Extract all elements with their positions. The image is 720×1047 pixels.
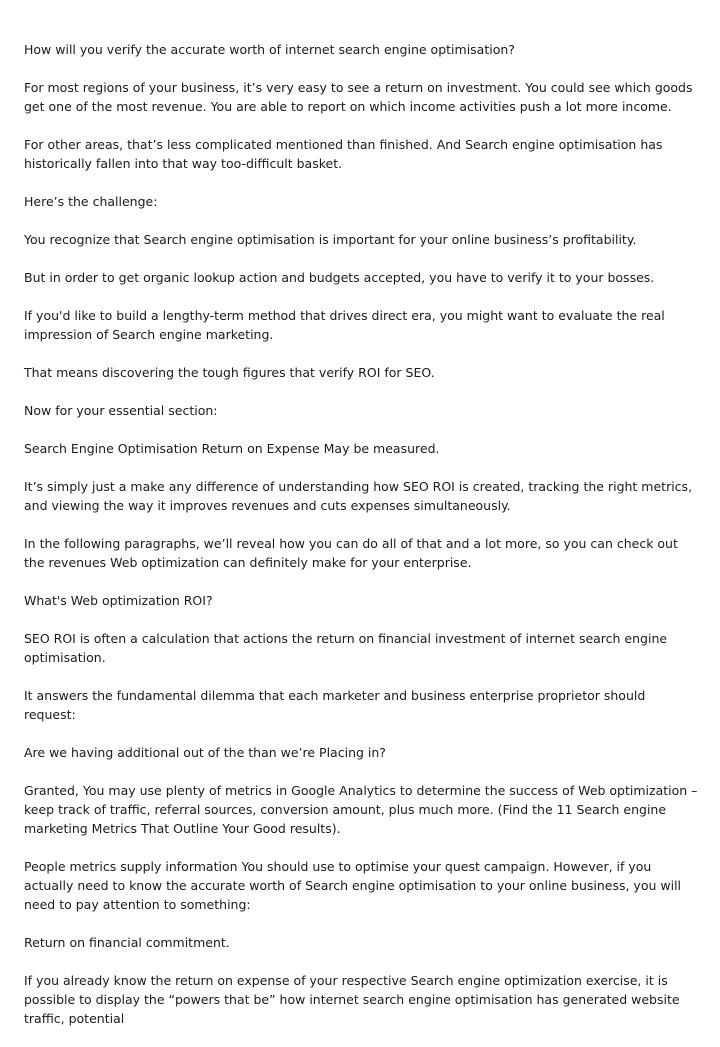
paragraph-19: Return on financial commitment.: [24, 935, 230, 950]
paragraph-11: It’s simply just a make any difference of understanding how SEO ROI is created, tracking the right metrics, and viewing the way it improves revenues and cuts expenses simultaneously.: [24, 479, 693, 513]
paragraph-10: Search Engine Optimisation Return on Expense May be measured.: [24, 441, 440, 456]
paragraph-18: People metrics supply information You should use to optimise your quest campaign. However, if you actually need to know the accurate worth of Search engine optimisation to your online business, you will need to pay attention to something:: [24, 859, 682, 912]
paragraph-15: It answers the fundamental dilemma that each marketer and business enterprise proprietor should request:: [24, 688, 646, 722]
paragraph-7: If you'd like to build a lengthy-term method that drives direct era, you might want to evaluate the real impression of Search engine marketing.: [24, 308, 665, 342]
paragraph-9: Now for your essential section:: [24, 403, 218, 418]
paragraph-16: Are we having additional out of the than we’re Placing in?: [24, 745, 386, 760]
paragraph-1: How will you verify the accurate worth of internet search engine optimisation?: [24, 42, 515, 57]
paragraph-3: For other areas, that’s less complicated mentioned than finished. And Search engine optimisation has historically fallen into that way too-difficult basket.: [24, 137, 663, 171]
paragraph-14: SEO ROI is often a calculation that actions the return on financial investment of internet search engine optimisation.: [24, 631, 668, 665]
paragraph-5: You recognize that Search engine optimisation is important for your online business’s profitability.: [24, 232, 637, 247]
paragraph-20: If you already know the return on expense of your respective Search engine optimization exercise, it is possible to display the “powers that be” how internet search engine optimisation has generated website traffic, potential: [24, 973, 680, 1026]
paragraph-2: For most regions of your business, it’s very easy to see a return on investment. You could see which goods get one of the most revenue. You are able to report on which income activities push a lot more income.: [24, 80, 693, 114]
paragraph-13: What's Web optimization ROI?: [24, 593, 213, 608]
document-body: [24, 40, 700, 1047]
paragraph-4: Here’s the challenge:: [24, 194, 158, 209]
paragraph-17: Granted, You may use plenty of metrics in Google Analytics to determine the success of Web optimization – keep track of traffic, referral sources, conversion amount, plus much more. (Find the 11 Search engine marketing Metrics That Outline Your Good results).: [24, 783, 698, 836]
paragraph-6: But in order to get organic lookup action and budgets accepted, you have to verify it to your bosses.: [24, 270, 655, 285]
paragraph-12: In the following paragraphs, we’ll reveal how you can do all of that and a lot more, so you can check out the revenues Web optimization can definitely make for your enterprise.: [24, 536, 678, 570]
paragraph-8: That means discovering the tough figures that verify ROI for SEO.: [24, 365, 435, 380]
